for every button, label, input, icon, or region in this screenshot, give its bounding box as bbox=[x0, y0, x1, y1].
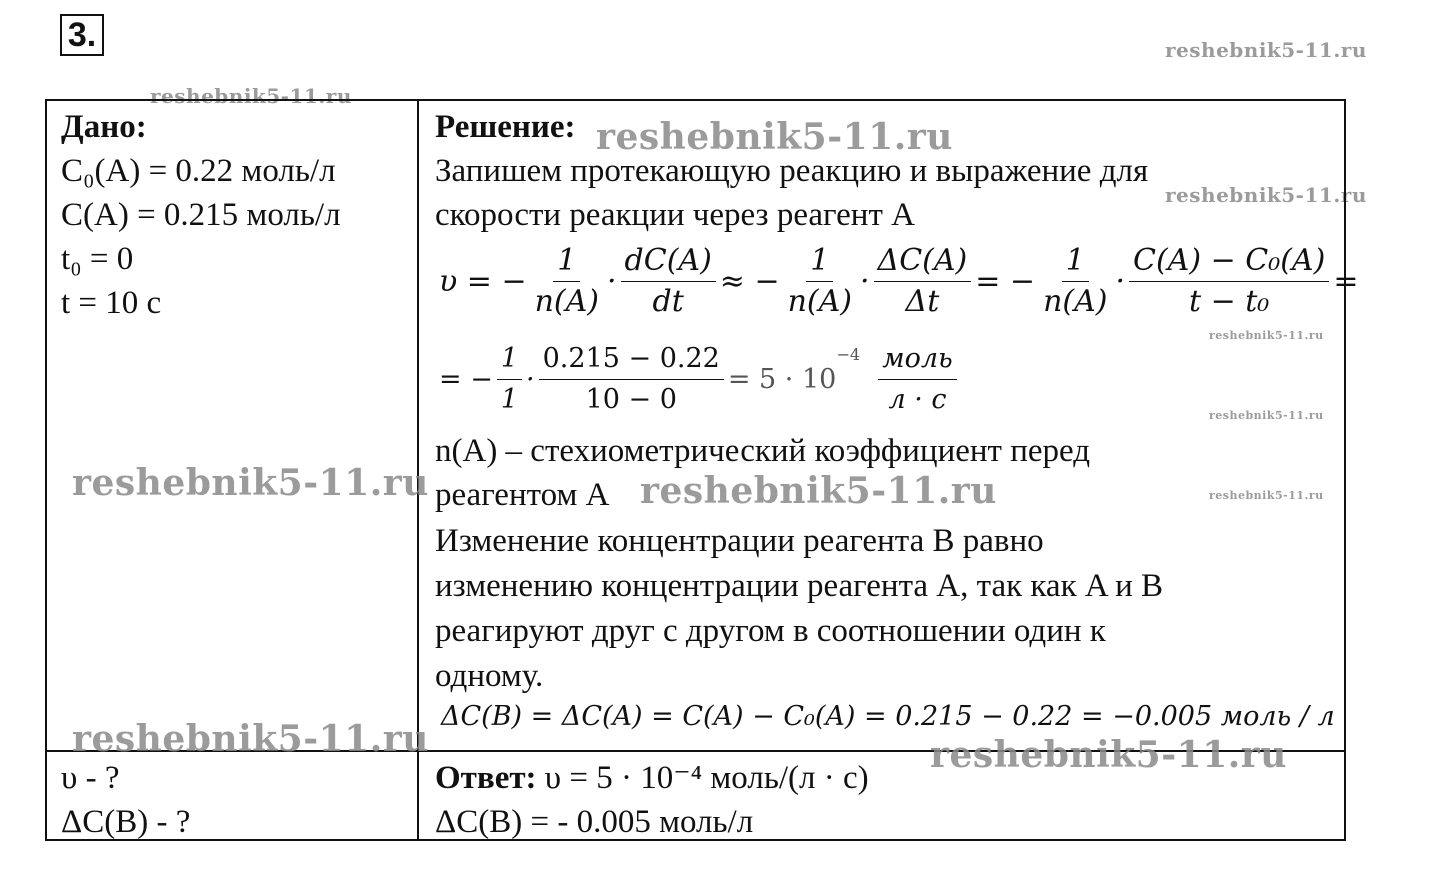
fraction-numerator: 0.215 − 0.22 bbox=[539, 339, 724, 380]
body-line: Изменение концентрации реагента B равно bbox=[435, 523, 1044, 559]
fraction-numerator: dC(A) bbox=[621, 241, 716, 282]
fraction-denominator: n(A) bbox=[534, 284, 599, 319]
watermark: reshebnik5-11.ru bbox=[1209, 409, 1324, 422]
watermark: reshebnik5-11.ru bbox=[640, 470, 997, 512]
given-line: t₀ = 0 bbox=[61, 241, 134, 277]
answer-label: Ответ: bbox=[435, 760, 537, 796]
note-line: реагентом A bbox=[435, 477, 610, 513]
fraction-numerator: ΔC(A) bbox=[874, 241, 972, 282]
formula-text: = − bbox=[439, 364, 493, 395]
solution-cell bbox=[418, 100, 1359, 751]
watermark: reshebnik5-11.ru bbox=[930, 734, 1287, 776]
concentration-change-formula: ΔC(B) = ΔC(A) = C(A) − C₀(A) = 0.215 − 0.22 = −0.005 моль / л bbox=[441, 701, 1335, 732]
watermark: reshebnik5-11.ru bbox=[72, 718, 429, 760]
formula-text: υ = − bbox=[439, 264, 527, 299]
fraction-numerator: 1 bbox=[806, 241, 833, 282]
given-title: Дано: bbox=[61, 109, 147, 145]
answer-value: υ = 5 · 10⁻⁴ моль/(л · с) bbox=[544, 760, 869, 796]
fraction-denominator: t − t₀ bbox=[1188, 284, 1270, 319]
find-line: ΔC(B) - ? bbox=[61, 804, 191, 840]
watermark: reshebnik5-11.ru bbox=[150, 84, 352, 108]
body-line: одному. bbox=[435, 658, 544, 694]
answer-line: ΔC(B) = - 0.005 моль/л bbox=[435, 804, 754, 840]
formula-text: ≈ − bbox=[719, 264, 780, 299]
fraction-numerator: 1 bbox=[497, 339, 522, 380]
body-line: реагируют друг с другом в соотношении один к bbox=[435, 613, 1106, 649]
fraction-denominator: n(A) bbox=[1043, 284, 1108, 319]
given-cell bbox=[46, 100, 418, 751]
watermark: reshebnik5-11.ru bbox=[1209, 329, 1324, 342]
unit-denominator: л · с bbox=[888, 384, 947, 415]
solution-intro-line: скорости реакции через реагент A bbox=[435, 197, 915, 233]
find-line: υ - ? bbox=[61, 760, 120, 796]
fraction-numerator: 1 bbox=[1062, 241, 1089, 282]
unit-numerator: моль bbox=[878, 339, 957, 380]
formula-text: = bbox=[1333, 264, 1359, 299]
fraction-denominator: 1 bbox=[500, 384, 519, 415]
fraction-denominator: 10 − 0 bbox=[585, 384, 677, 415]
exponent: −4 bbox=[836, 345, 861, 364]
given-line: t = 10 с bbox=[61, 285, 162, 321]
find-cell bbox=[46, 751, 418, 840]
fraction-numerator: C(A) − C₀(A) bbox=[1129, 241, 1329, 282]
solution-title: Решение: bbox=[435, 109, 576, 145]
task-number: 3. bbox=[60, 14, 104, 56]
formula-text: = 5 · 10 bbox=[727, 364, 837, 395]
note-line: n(A) – стехиометрический коэффициент перед bbox=[435, 433, 1091, 469]
given-line: C(A) = 0.215 моль/л bbox=[61, 197, 341, 233]
fraction-numerator: 1 bbox=[553, 241, 580, 282]
given-line: C₀(A) = 0.22 моль/л bbox=[61, 153, 336, 189]
fraction-denominator: Δt bbox=[905, 284, 940, 319]
rate-calculation: = − $\frac{1}{1}$ · $\frac{0.215 - 0.22}{10 - 0}$ = 5 · 10 −4 $\frac{\text{моль}}{л \cdot с}$ bbox=[439, 339, 961, 420]
fraction-denominator: n(A) bbox=[787, 284, 852, 319]
watermark: reshebnik5-11.ru bbox=[1209, 489, 1324, 502]
formula-text: = − bbox=[975, 264, 1036, 299]
watermark: reshebnik5-11.ru bbox=[1165, 183, 1367, 207]
rate-formula: υ = − $\frac{1}{n(A)}$ · $\frac{dC(A)}{dt}$ ≈ − $\frac{1}{n(A)}$ · $\frac{\Delta C(A)}{\Delta t}$ = − $\frac{1}{n(A)}$ · $\frac{\text{C(A) − C₀(A)}}{\text{t − t₀}}$ = bbox=[439, 241, 1358, 322]
body-line: изменению концентрации реагента A, так как A и B bbox=[435, 568, 1164, 604]
watermark: reshebnik5-11.ru bbox=[72, 462, 429, 504]
fraction-denominator: dt bbox=[652, 284, 684, 319]
solution-intro-line: Запишем протекающую реакцию и выражение для bbox=[435, 153, 1149, 189]
watermark: reshebnik5-11.ru bbox=[1165, 38, 1367, 62]
answer-line bbox=[435, 756, 869, 801]
watermark: reshebnik5-11.ru bbox=[596, 116, 953, 158]
